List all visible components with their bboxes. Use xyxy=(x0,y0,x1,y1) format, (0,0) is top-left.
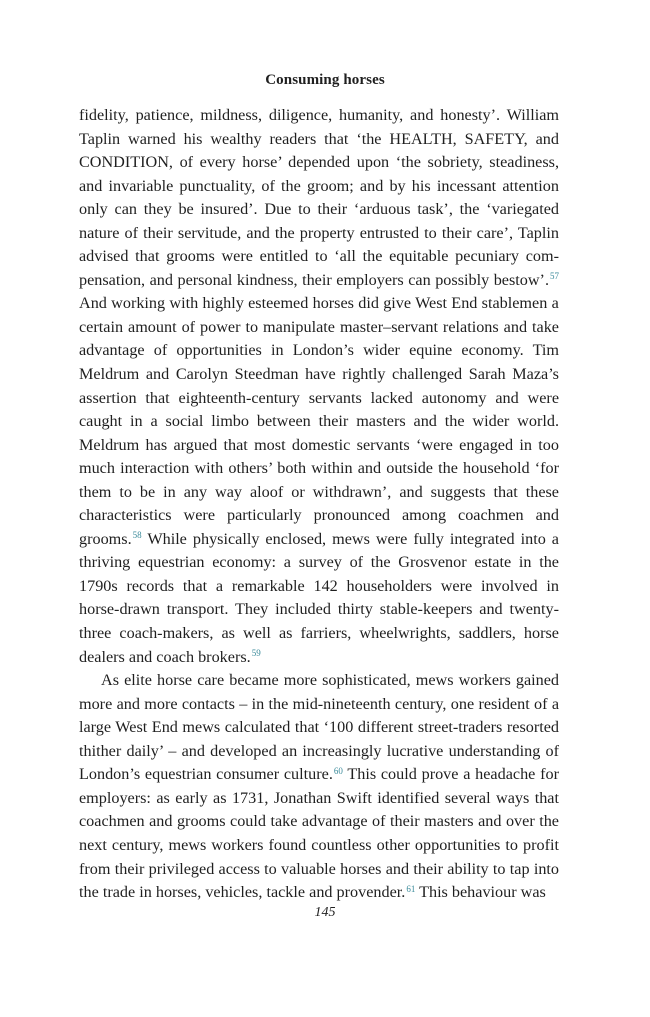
paragraph-text: This behaviour was xyxy=(415,883,546,902)
body-text xyxy=(79,104,559,905)
page-number: 145 xyxy=(314,905,336,920)
footnote-ref-57[interactable]: 57 xyxy=(550,271,559,282)
paragraph-1 xyxy=(79,104,559,669)
paragraph-text: As elite horse care became more sophisticated, mews workers gained more and more contacts – in the mid-nineteenth century, one resident of a large West End mews calculated that ‘100 different street-traders resorted thither daily’ – and developed an increasingly lucrative understanding of London’s equestrian consumer culture. xyxy=(79,671,559,784)
paragraph-2 xyxy=(79,669,559,904)
footnote-ref-60[interactable]: 60 xyxy=(333,765,343,776)
paragraph-text: fidelity, patience, mildness, diligence, humanity, and honesty’. William Taplin warned his wealthy readers that ‘the HEALTH, SAFETY, and CONDITION, of every horse’ depended upon ‘the sobriety, steadiness, and invariable punctuality, of the groom; and by his incessant attention only can they be insured’. Due to their ‘arduous task’, the ‘variegated nature of their servitude, and the property entrusted to their care’, Taplin advised that grooms were entitled to ‘all the equitable pecuniary compensation, and personal kindness, their employers can possibly bestow’. xyxy=(79,106,559,289)
footnote-ref-59[interactable]: 59 xyxy=(251,648,261,659)
running-head: Consuming horses xyxy=(265,72,385,88)
paragraph-text: This could prove a headache for employers: as early as 1731, Jonathan Swift identified several ways that coachmen and grooms could take advantage of their masters and over the next century, mews workers found countless other opportunities to profit from their privileged access to valuable horses and their ability to tap into the trade in horses, vehicles, tackle and provender. xyxy=(79,765,559,902)
footnote-ref-58[interactable]: 58 xyxy=(132,530,142,541)
paragraph-text: While physically enclosed, mews were fully integrated into a thriving equestrian economy: a survey of the Grosvenor estate in the 1790s records that a remarkable 142 householders were involved in horse-drawn transport. They included thirty stable-keepers and twenty-three coach-makers, as well as farriers, wheelwrights, saddlers, horse dealers and coach brokers. xyxy=(79,529,559,666)
paragraph-text: And working with highly esteemed horses did give West End stablemen a certain amount of power to manipulate master–servant relations and take advantage of opportunities in London’s wider equine economy. Tim Meldrum and Carolyn Steedman have rightly challenged Sarah Maza’s assertion that eighteenth-century servants lacked autonomy and were caught in a social limbo between their masters and the wider world. Meldrum has argued that most domestic servants ‘were engaged in too much interaction with others’ both within and outside the household ‘for them to be in any way aloof or withdrawn’, and suggests that these characteristics were particularly pronounced among coachmen and grooms. xyxy=(79,294,559,548)
footnote-ref-61[interactable]: 61 xyxy=(406,883,416,894)
